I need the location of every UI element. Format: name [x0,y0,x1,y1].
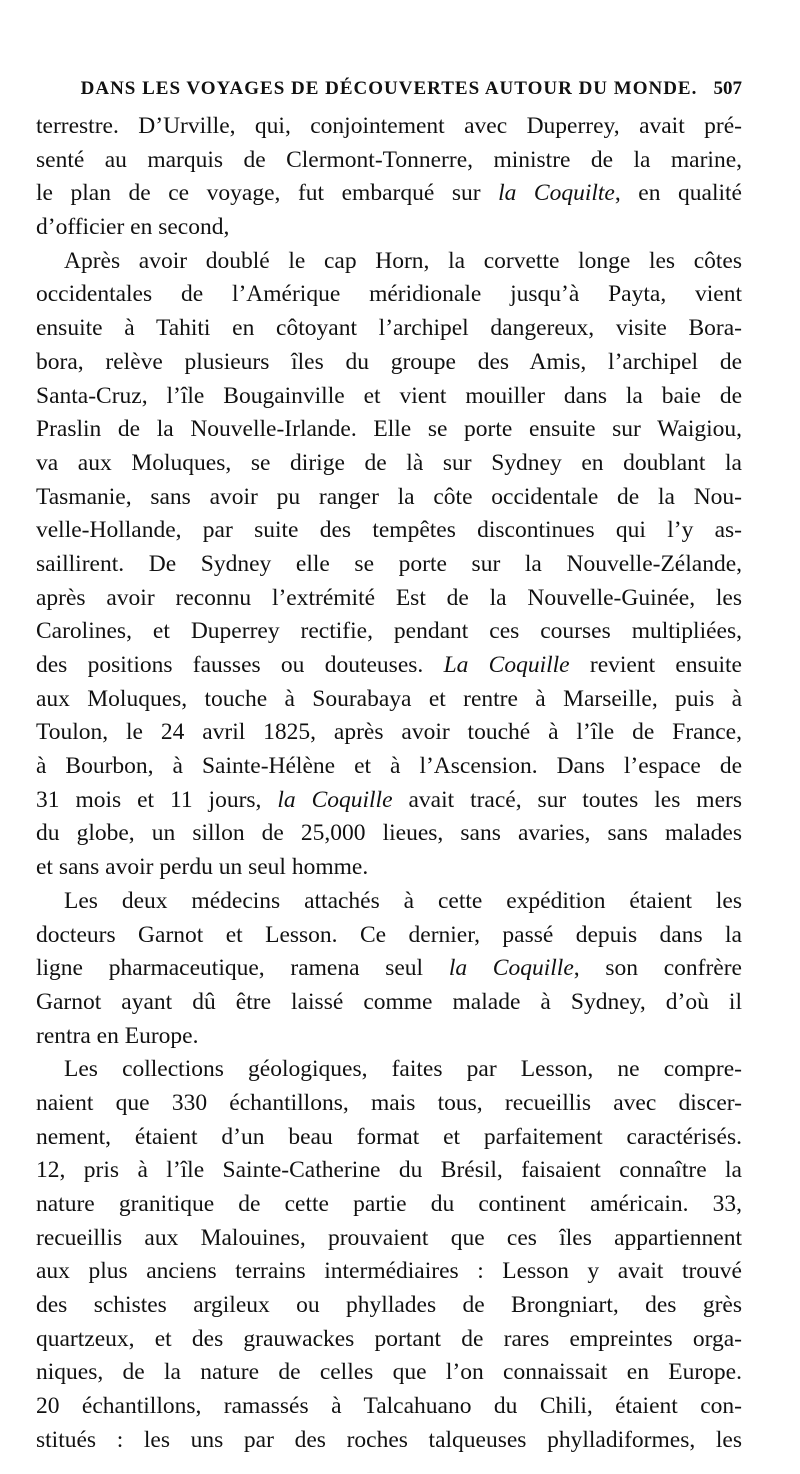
text-span: ligne pharmaceutique, ramena seul [36,955,449,982]
text-line [36,346,742,380]
text-line [36,919,742,953]
page-number: 507 [713,78,742,99]
text-span: 20 échantillons, ramassés à Talcahuano du Chili, étaient con- [36,1393,742,1420]
text-span: Tasmanie, sans avoir pu ranger la côte occidentale de la Nou- [36,483,742,510]
text-span: Santa-Cruz, l’île Bougainville et vient mouiller dans la baie de [36,382,742,409]
text-span: 31 mois et 11 jours, [36,786,278,813]
text-line [36,649,742,683]
text-line [36,481,742,515]
text-span: va aux Moluques, se dirige de là sur Sydney en doublant la [36,449,742,476]
text-span: stitués : les uns par des roches talqueuses phylladiformes, les [36,1426,742,1453]
text-line [36,245,742,279]
text-line [36,278,742,312]
text-line [36,784,742,818]
text-line [36,413,742,447]
text-span: rentra en Europe. [36,1022,199,1049]
text-span: , son confrère [573,955,742,982]
text-line [36,1188,742,1222]
text-span: senté au marquis de Clermont-Tonnerre, ministre de la marine, [36,146,742,173]
text-span: Garnot ayant dû être laissé comme malade à Sydney, d’où il [36,988,742,1015]
text-span: saillirent. De Sydney elle se porte sur la Nouvelle-Zélande, [36,550,742,577]
text-span: Toulon, le 24 avril 1825, après avoir touché à l’île de France, [36,719,742,746]
text-line [36,1222,742,1256]
text-line [36,615,742,649]
text-span: nature granitique de cette partie du continent américain. 33, [36,1191,742,1217]
text-line [36,986,742,1020]
text-span: velle-Hollande, par suite des tempêtes discontinues qui l’y as- [36,517,742,544]
running-title: DANS LES VOYAGES DE DÉCOUVERTES AUTOUR DU MONDE. [80,78,698,99]
ship-name: la Coquille [277,786,393,813]
text-span: , en qualité [614,180,742,207]
text-line [36,447,742,481]
text-span: terrestre. D’Urville, qui, conjointement avec Duperrey, avait pré- [36,113,742,139]
text-line [36,1356,742,1390]
text-line [36,1020,742,1054]
text-line [36,885,742,919]
text-line [36,1323,742,1357]
text-line [36,952,742,986]
text-line [36,1289,742,1323]
text-span: docteurs Garnot et Lesson. Ce dernier, passé depuis dans la [36,921,742,948]
text-span: Les deux médecins attachés à cette expédition étaient les [64,887,742,914]
text-line [36,1390,742,1424]
text-span: d’officier en second, [36,214,230,241]
text-span: Les collections géologiques, faites par Lesson, ne compre- [64,1056,742,1083]
text-line [36,1121,742,1155]
text-span: Après avoir doublé le cap Horn, la corvette longe les côtes [64,247,742,274]
text-line [36,514,742,548]
text-span: naient que 330 échantillons, mais tous, recueillis avec discer- [36,1089,742,1116]
text-span: ensuite à Tahiti en côtoyant l’archipel dangereux, visite Bora- [36,315,742,342]
text-span: nement, étaient d’un beau format et parfaitement caractérisés. [36,1123,742,1150]
text-line [36,312,742,346]
text-span: le plan de ce voyage, fut embarqué sur [36,180,499,207]
text-span: 12, pris à l’île Sainte-Catherine du Brésil, faisaient connaître la [36,1157,742,1184]
text-span: revient ensuite [569,652,742,678]
text-line [36,716,742,750]
text-line [36,211,742,245]
text-line [36,582,742,616]
text-span: niques, de la nature de celles que l’on connaissait en Europe. [36,1359,742,1386]
text-span: des schistes argileux ou phyllades de Brongniart, des grès [36,1292,742,1319]
ship-name: la Coquille [448,955,574,982]
running-head [36,74,742,104]
ship-name: la Coquilte [498,180,615,207]
text-span: aux Moluques, touche à Sourabaya et rentre à Marseille, puis à [36,685,742,712]
ship-name: La Coquille [443,652,570,678]
text-line [36,548,742,582]
text-span: du globe, un sillon de 25,000 lieues, sans avaries, sans malades [36,820,742,847]
text-line [36,110,742,144]
text-line [36,817,742,851]
text-span: Praslin de la Nouvelle-Irlande. Elle se porte ensuite sur Waigiou, [36,416,742,443]
text-span: et sans avoir perdu un seul homme. [36,854,369,881]
text-line [36,1424,742,1458]
text-span: Carolines, et Duperrey rectifie, pendant ces courses multipliées, [36,618,742,645]
text-line [36,851,742,885]
text-line [36,144,742,178]
text-line [36,1053,742,1087]
body-text [36,110,742,1458]
text-line [36,380,742,414]
text-span: après avoir reconnu l’extrémité Est de la Nouvelle-Guinée, les [36,584,742,611]
text-span: recueillis aux Malouines, prouvaient que ces îles appartiennent [36,1224,742,1251]
text-line [36,683,742,717]
text-line [36,1255,742,1289]
text-span: aux plus anciens terrains intermédiaires : Lesson y avait trouvé [36,1258,742,1285]
text-span: à Bourbon, à Sainte-Hélène et à l’Ascension. Dans l’espace de [36,753,742,780]
text-line [36,177,742,211]
text-span: des positions fausses ou douteuses. [36,652,444,678]
text-line [36,1087,742,1121]
text-span: quartzeux, et des grauwackes portant de rares empreintes orga- [36,1325,742,1352]
text-line [36,750,742,784]
text-span: avait tracé, sur toutes les mers [392,786,742,813]
text-span: bora, relève plusieurs îles du groupe des Amis, l’archipel de [36,348,742,375]
text-span: occidentales de l’Amérique méridionale jusqu’à Payta, vient [36,281,742,308]
text-line [36,1154,742,1188]
